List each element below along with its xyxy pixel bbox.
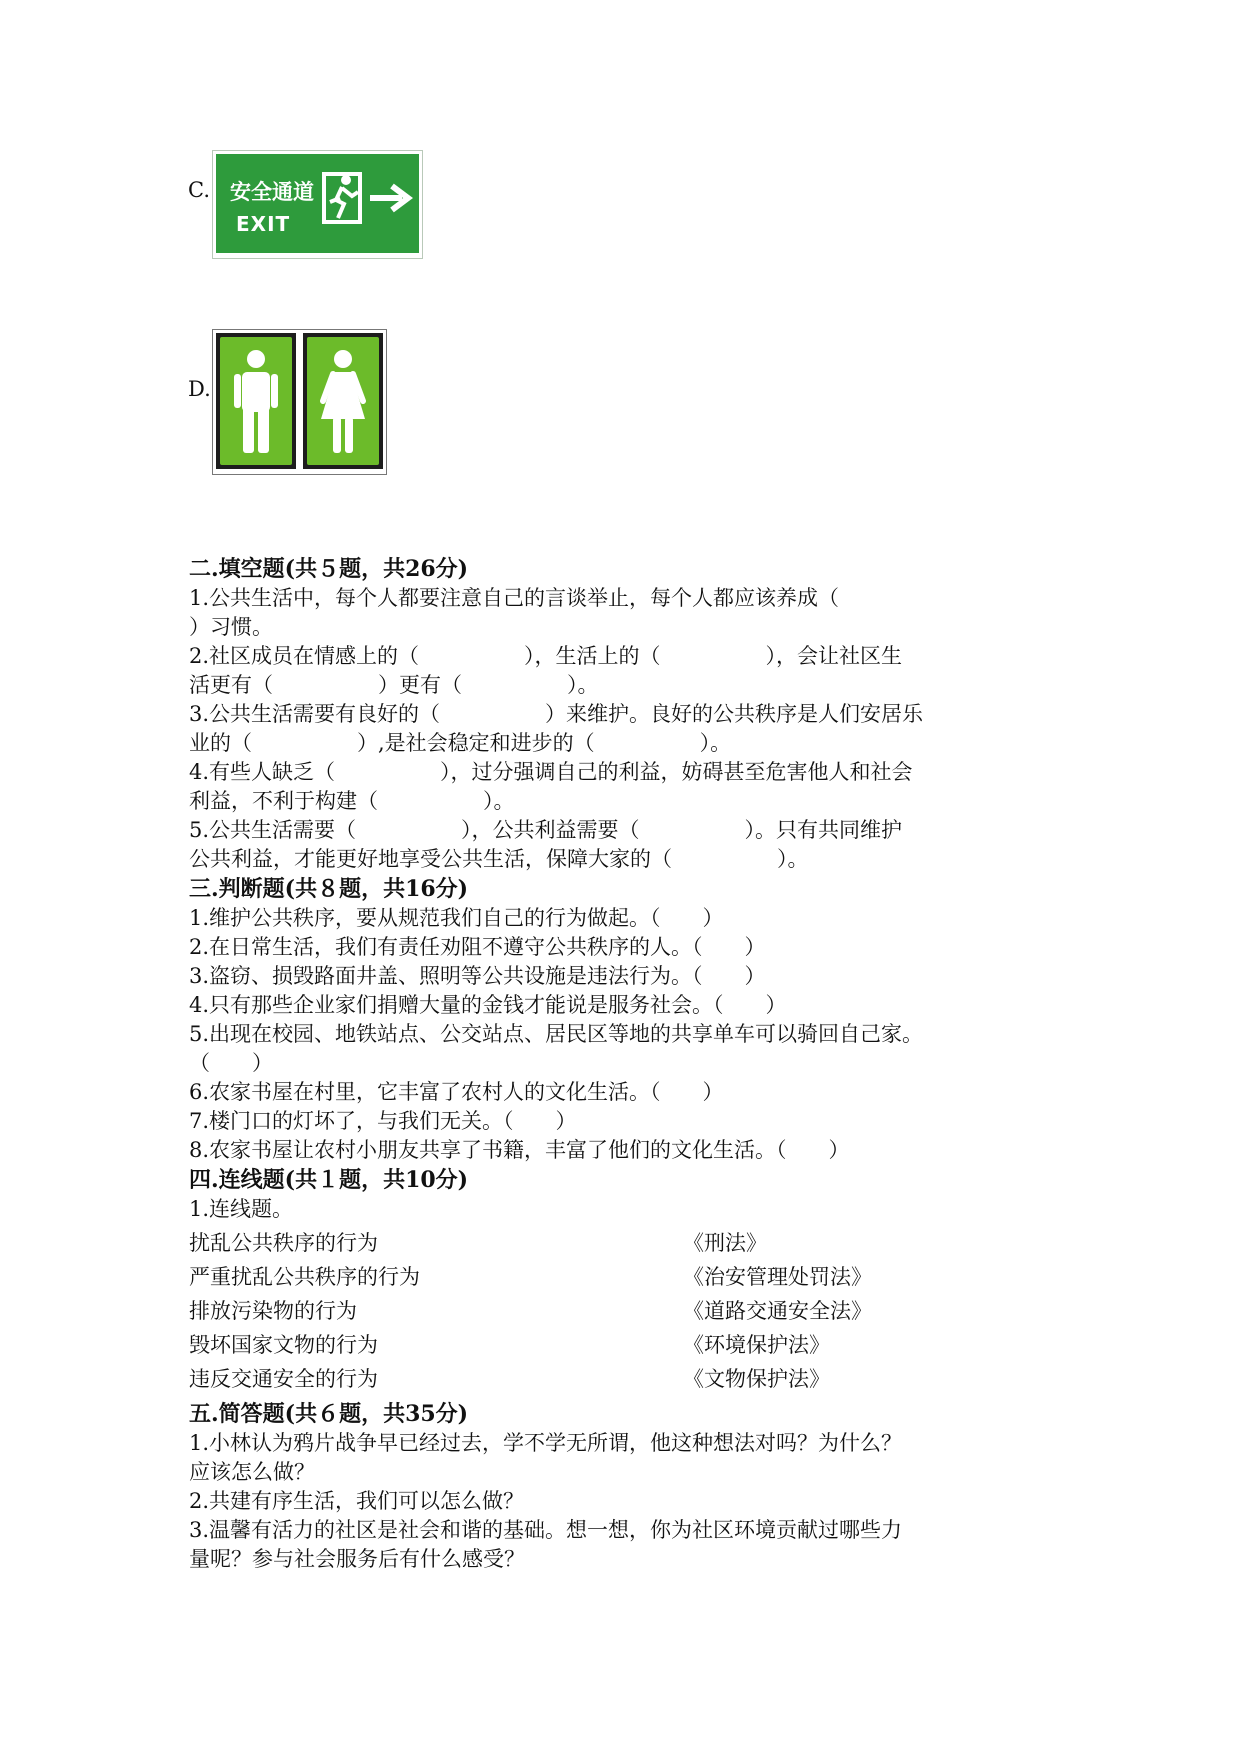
judge-line: 8.农家书屋让农村小朋友共享了书籍，丰富了他们的文化生活。（ ） (189, 1138, 850, 1162)
section-short-title: 五.简答题(共６题，共35分) (189, 1401, 469, 1427)
judge-line: 4.只有那些企业家们捐赠大量的金钱才能说是服务社会。（ ） (189, 993, 787, 1017)
fill-line: 5.公共生活需要（ ），公共利益需要（ ）。只有共同维护 (189, 818, 903, 842)
fill-line: 1.公共生活中，每个人都要注意自己的言谈举止，每个人都应该养成（ (189, 586, 840, 610)
running-man-arrow-icon (322, 168, 417, 228)
match-left-item: 排放污染物的行为 (189, 1299, 357, 1323)
match-right-item: 《刑法》 (683, 1231, 767, 1255)
fill-line: 公共利益，才能更好地享受公共生活，保障大家的（ ）。 (189, 847, 809, 871)
match-right-item: 《文物保护法》 (683, 1367, 830, 1391)
judge-line: 2.在日常生活，我们有责任劝阻不遵守公共秩序的人。（ ） (189, 935, 766, 959)
match-right-item: 《治安管理处罚法》 (683, 1265, 872, 1289)
exit-sign-english-text: EXIT (236, 212, 291, 236)
short-line: 应该怎么做？ (189, 1460, 315, 1484)
short-line: 量呢？参与社会服务后有什么感受？ (189, 1547, 525, 1571)
match-left-item: 违反交通安全的行为 (189, 1367, 378, 1391)
match-intro: 1.连线题。 (189, 1197, 294, 1221)
section-judge-title: 三.判断题(共８题，共16分) (189, 876, 469, 902)
judge-line: 5.出现在校园、地铁站点、公交站点、居民区等地的共享单车可以骑回自己家。 (189, 1022, 924, 1046)
woman-icon (307, 337, 379, 465)
match-right-item: 《道路交通安全法》 (683, 1299, 872, 1323)
short-line: 3.温馨有活力的社区是社会和谐的基础。想一想，你为社区环境贡献过哪些力 (189, 1518, 903, 1542)
short-line: 1.小林认为鸦片战争早已经过去，学不学无所谓，他这种想法对吗？为什么？ (189, 1431, 903, 1455)
fill-line: 活更有（ ）更有（ ）。 (189, 673, 599, 697)
fill-line: 4.有些人缺乏（ ），过分强调自己的利益，妨碍甚至危害他人和社会 (189, 760, 913, 784)
short-line: 2.共建有序生活，我们可以怎么做？ (189, 1489, 525, 1513)
fill-line: 2.社区成员在情感上的（ ），生活上的（ ），会让社区生 (189, 644, 903, 668)
match-right-item: 《环境保护法》 (683, 1333, 830, 1357)
judge-line: （ ） (189, 1051, 273, 1075)
exit-sign-image (212, 150, 423, 259)
option-d-label: D. (188, 377, 211, 401)
match-left-item: 扰乱公共秩序的行为 (189, 1231, 378, 1255)
exit-sign-chinese-text: 安全通道 (230, 180, 314, 204)
fill-line: 3.公共生活需要有良好的（ ）来维护。良好的公共秩序是人们安居乐 (189, 702, 924, 726)
match-left-item: 毁坏国家文物的行为 (189, 1333, 378, 1357)
judge-line: 7.楼门口的灯坏了，与我们无关。（ ） (189, 1109, 577, 1133)
judge-line: 3.盗窃、损毁路面井盖、照明等公共设施是违法行为。（ ） (189, 964, 766, 988)
fill-line: 业的（ ）,是社会稳定和进步的（ ）。 (189, 731, 732, 755)
fill-line: ）习惯。 (189, 615, 273, 639)
section-fill-title: 二.填空题(共５题，共26分) (189, 556, 469, 582)
restroom-sign-image (212, 329, 387, 475)
fill-line: 利益，不利于构建（ ）。 (189, 789, 515, 813)
match-left-item: 严重扰乱公共秩序的行为 (189, 1265, 420, 1289)
section-match-title: 四.连线题(共１题，共10分) (189, 1167, 469, 1193)
option-c-label: C. (188, 178, 210, 202)
man-icon (220, 337, 292, 465)
judge-line: 1.维护公共秩序，要从规范我们自己的行为做起。（ ） (189, 906, 724, 930)
judge-line: 6.农家书屋在村里，它丰富了农村人的文化生活。（ ） (189, 1080, 724, 1104)
